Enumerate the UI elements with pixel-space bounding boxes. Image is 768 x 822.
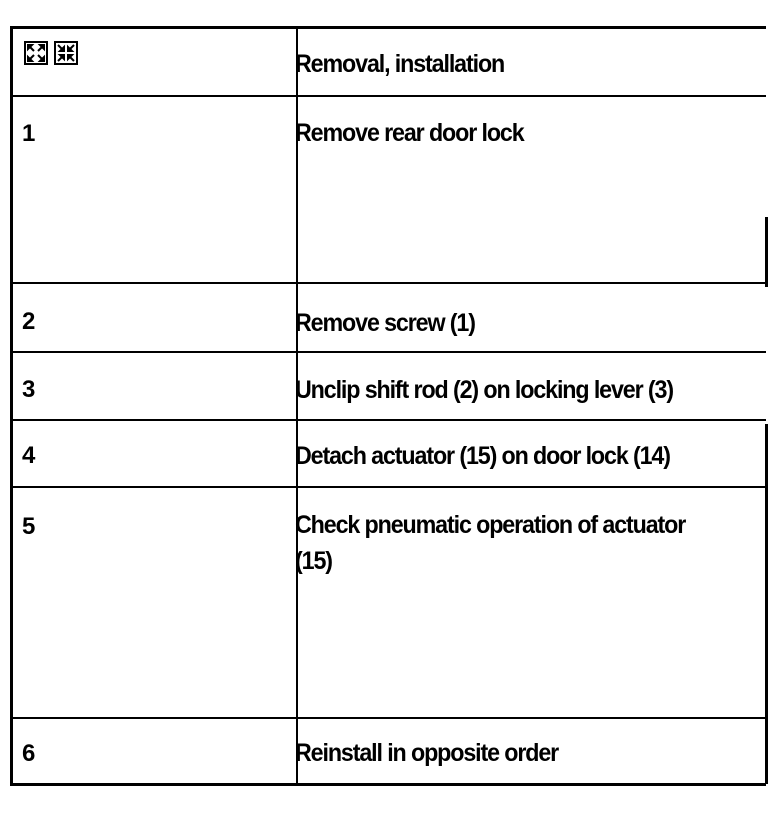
row-divider [13, 486, 766, 488]
row-divider [13, 95, 766, 97]
row-divider [13, 717, 766, 719]
step-number: 6 [22, 740, 35, 767]
step-text: Check pneumatic operation of actuator (15) [295, 511, 686, 576]
expand-arrows-icon [24, 41, 48, 65]
step-text: Remove rear door lock [295, 119, 524, 147]
header-icons [24, 41, 78, 65]
step-text: Reinstall in opposite order [295, 739, 559, 767]
row-divider [13, 419, 766, 421]
step-number: 2 [22, 308, 35, 335]
row-divider [13, 351, 766, 353]
procedure-table [10, 26, 766, 786]
step-text: Detach actuator (15) on door lock (14) [295, 442, 670, 470]
step-number: 5 [22, 513, 35, 540]
step-text: Remove screw (1) [295, 309, 475, 337]
header-title: Removal, installation [295, 50, 505, 78]
row-divider [13, 282, 766, 284]
step-text: Unclip shift rod (2) on locking lever (3) [295, 376, 673, 404]
step-number: 3 [22, 376, 35, 403]
collapse-arrows-icon [54, 41, 78, 65]
step-number: 4 [22, 442, 35, 469]
step-number: 1 [22, 120, 35, 147]
